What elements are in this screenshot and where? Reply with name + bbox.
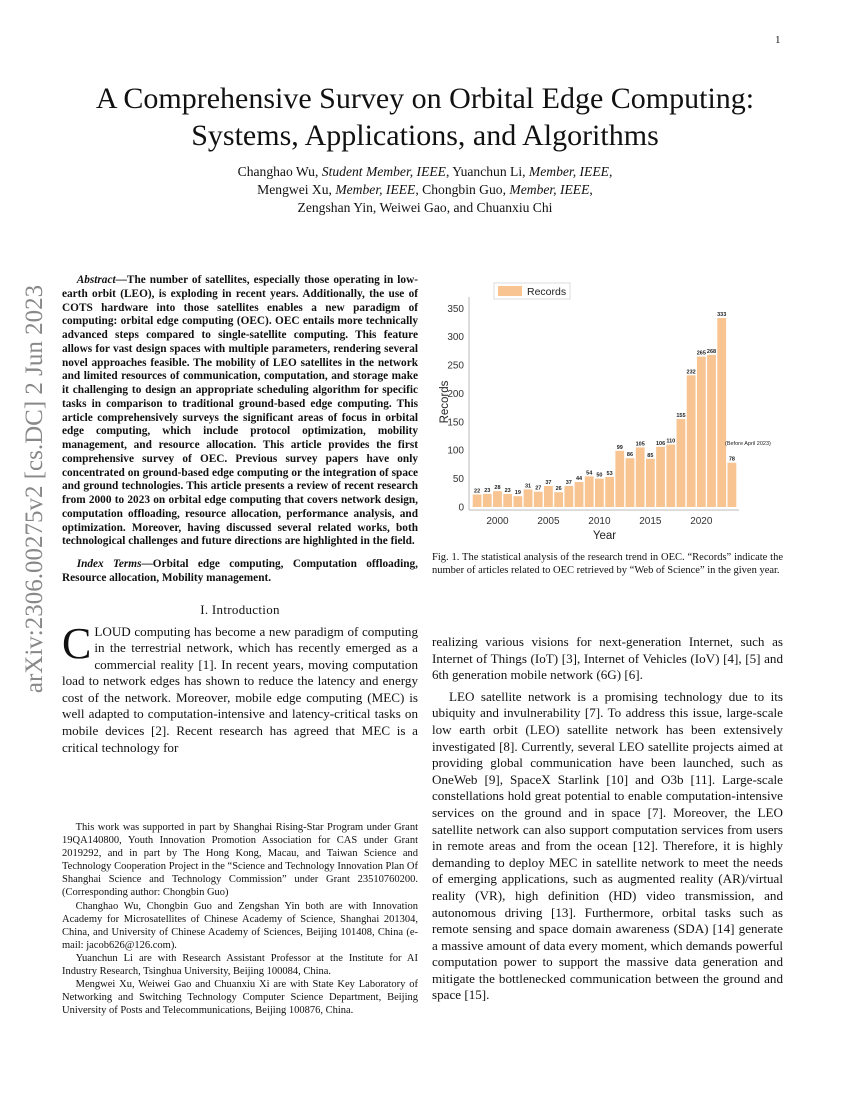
bar [575,482,584,507]
bar-value-label: 99 [616,444,623,451]
bar [473,495,482,507]
bar [544,486,553,507]
bar [677,419,686,507]
x-tick-label: 2000 [486,516,509,527]
bar-value-label: 110 [666,438,676,445]
bar-value-label: 106 [655,440,666,447]
bar [585,476,594,507]
author-role: Student Member, IEEE [321,164,446,179]
x-tick-label: 2005 [537,516,560,527]
bar-value-label: 78 [728,456,735,463]
bar [717,318,726,507]
abstract-label: Abstract [76,274,116,286]
author-name: Chongbin Guo, [422,182,510,197]
bar [626,458,635,507]
drop-cap: C [62,618,92,668]
bar [554,492,563,507]
bar [483,494,492,507]
bar [564,486,573,507]
bar [687,375,696,507]
footnote: Yuanchun Li are with Research Assistant Professor at the Institute for AI Industry Research, Tsinghua University, Beijing 100084, China. [62,952,418,978]
y-tick-label: 250 [447,360,464,372]
bar-value-label: 37 [565,480,572,486]
bar [728,463,737,507]
bar [595,479,604,507]
bar-value-label: 85 [647,452,654,459]
author-name: Changhao Wu, [237,164,322,179]
y-tick-label: 350 [447,303,464,315]
paper-title: A Comprehensive Survey on Orbital Edge Computing: Systems, Applications, and Algorithms [95,82,755,152]
y-axis-label: Records [439,380,451,424]
bar-value-label: 232 [686,369,696,376]
bar-value-label: 37 [545,480,552,486]
footnotes [62,821,418,1017]
bar [646,459,655,507]
bar [666,445,675,507]
bar [503,494,512,507]
y-tick-label: 200 [447,388,464,400]
legend-label: Records [527,286,567,298]
bar-value-label: 53 [606,470,613,477]
bar-value-label: 333 [717,312,727,318]
bar-value-label: 265 [696,350,706,357]
bar [605,477,614,507]
bar-value-label: 155 [676,413,686,420]
x-axis-label: Year [592,530,617,542]
index-terms [62,558,418,586]
x-tick-label: 2020 [690,516,713,527]
author-role: Member, IEEE [335,182,416,197]
bar-value-label: 54 [586,470,593,477]
paragraph: LEO satellite network is a promising technology due to its ubiquity and invulnerability [7]. To address this issue, large-scale low earth orbit (LEO) satellite network has been extensively investigated [8]. Currently, several LEO satellite projects aimed at providing global communication have been launched, such as OneWeb [9], SpaceX Starlink [10] and O3b [11]. Large-scale constellations hold great potential to enable computation-intensive services on the ground and in space [7]. Moreover, the LEO satellite network can also support computation services from users in remote areas and from the ocean [12]. Therefore, it is highly demanding to deploy MEC in satellite network to meet the needs of emerging applications, such as augmented reality (AR)/virtual reality (VR), high definition (HD) video transmission, and autonomous driving [13]. Furthermore, orbital tasks such as remote sensing and space domain awareness (SDA) [14] generate a massive amount of data every moment, which demands powerful computation power to support the massive data generation and mitigate the bottlenecked communication between the ground and space [15]. [432,688,783,1003]
section-heading: I. Introduction [200,601,280,617]
author-role: Member, IEEE [528,164,609,179]
intro-paragraph [62,618,418,757]
bar-value-label: 268 [706,348,717,355]
author-list: Changhao Wu, Student Member, IEEE, Yuanchun Li, Member, IEEE, Mengwei Xu, Member, IEEE, Chongbin Guo, Member, IEEE, Zengshan Yin, Weiwei Gao, and Chuanxiu Chi [237,164,613,215]
abstract-text: —The number of satellites, especially those operating in low-earth orbit (LEO), is exploding in recent years. Additionally, the use of COTS hardware into those satellites enables a new paradigm of computing: orbital edge computing (OEC). OEC entails more technically advanced steps compared to single-satellite computing. This feature allows for vast design spaces with multiple parameters, rendering several novel approaches feasible. The mobility of LEO satellites in the network and limited resources of communication, computation, and storage make it challenging to design an appropriate scheduling algorithm for specific tasks in comparison to traditional ground-based edge computing. This article comprehensively surveys the significant areas of focus in orbital edge computing, which include protocol optimization, mobility management, and resource allocation. This article provides the first comprehensive survey of OEC. Previous survey papers have only concentrated on ground-based edge computing or the integration of space and ground technologies. This article presents a review of recent research from 2000 to 2023 on orbital edge computing that covers network design, computation offloading, resource allocation, performance analysis, and optimization. Moreover, having discussed several related works, both technological challenges and future directions are highlighted in the field. [62,274,418,548]
bar-value-label: 28 [494,485,501,492]
footnote: This work was supported in part by Shanghai Rising-Star Program under Grant 19QA140800, Youth Innovation Promotion Association for CAS under Grant 2019292, and in part by The Hong Kong, Macau, and Taiwan Science and Technology Cooperation Project in the “Science and Technology Innovation Plan Of Shanghai Science and Technology Commission” under Grant 23510760200. (Corresponding author: Chongbin Guo) [62,822,418,899]
left-column [62,274,418,756]
bar [707,355,716,507]
bar-value-label: 26 [555,486,562,493]
x-tick-label: 2010 [588,516,611,527]
intro-text: LOUD computing has become a new paradigm of computing in the terrestrial network, which has recently emerged as a commercial reality [1]. In recent years, moving computation load to network edges has shown to reduce the latency and energy cost of the network. Moreover, mobile edge computing (MEC) is well adapted to computation-intensive and latency-critical tasks on mobile devices [2]. Recent research has agreed that MEC is a critical technology for [62,623,418,755]
author-name: Yuanchun Li, [452,164,529,179]
bar-value-label: 23 [484,487,491,494]
footnote: Changhao Wu, Chongbin Guo and Zengshan Yin both are with Innovation Academy for Microsatellites of Chinese Academy of Science, Shanghai 201304, China, and University of Chinese Academy of Sciences, Beijing 101408, China (e-mail: jacob626@126.com). [62,900,418,951]
bar [534,492,543,507]
bar-value-label: 50 [596,472,603,479]
figure-caption: Fig. 1. The statistical analysis of the research trend in OEC. “Records” indicate the number of articles related to OEC retrieved by “Web of Science” in the given year. [432,552,783,577]
index-terms-label: Index Terms [76,558,142,570]
author-name: Mengwei Xu, [257,182,336,197]
bar-value-label: 22 [474,488,481,495]
chart-annotation: (Before April 2023) [725,441,771,448]
bar-value-label: 19 [514,490,521,497]
y-tick-label: 0 [458,502,464,514]
bar [493,491,502,507]
bar-value-label: 86 [626,452,634,459]
bar-value-label: 105 [635,441,645,448]
bar [615,451,624,507]
footnote: Mengwei Xu, Weiwei Gao and Chuanxiu Xi are with State Key Laboratory of Networking and Switching Technology Computer Science Department, Beijing University of Posts and Telecommunications, Beijing 100876, China. [62,979,418,1017]
index-terms-text: —Orbital edge computing, Computation offloading, Resource allocation, Mobility management. [62,558,418,584]
bar-value-label: 27 [535,485,542,492]
bar [656,447,665,507]
x-tick-label: 2015 [639,516,662,527]
abstract [62,274,418,549]
bar [513,496,522,507]
right-column [432,634,783,1004]
y-tick-label: 100 [447,445,464,457]
author-name: Zengshan Yin, Weiwei Gao, and Chuanxiu Chi [297,200,553,215]
records-bar-chart [432,280,777,545]
page-number: 1 [775,34,781,46]
author-role: Member, IEEE [509,182,590,197]
bar-value-label: 31 [524,483,532,490]
paragraph: realizing various visions for next-generation Internet, such as Internet of Things (IoT) [3], Internet of Vehicles (IoV) [4], [5] and 6th generation mobile network (6G) [6]. [432,634,783,683]
bar [697,357,706,507]
y-tick-label: 150 [447,417,464,429]
legend-swatch [498,286,522,296]
bar [524,489,533,507]
bar-value-label: 44 [575,476,583,483]
arxiv-stamp: arXiv:2306.00275v2 [cs.DC] 2 Jun 2023 [21,284,48,694]
y-tick-label: 300 [447,332,464,344]
bar [636,447,645,507]
bar-value-label: 23 [504,487,511,494]
y-tick-label: 50 [452,474,464,486]
